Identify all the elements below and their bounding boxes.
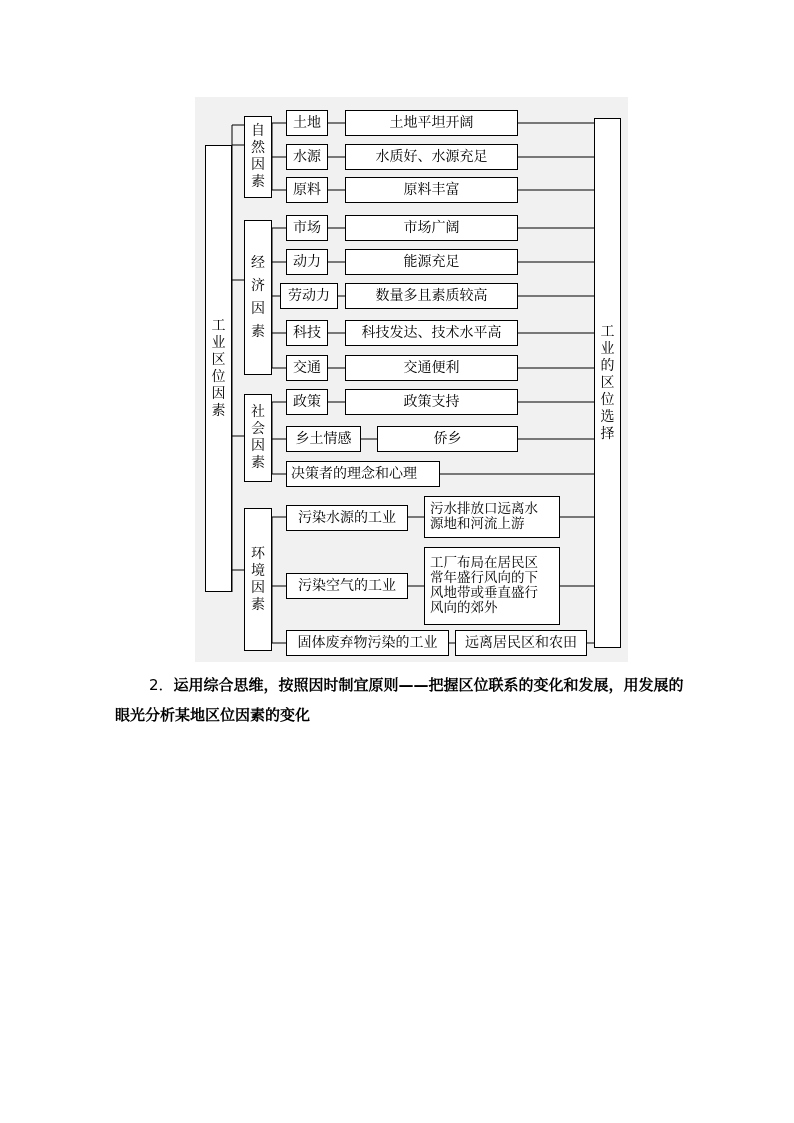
vertical-char: 择	[600, 425, 615, 442]
vertical-char: 位	[600, 391, 615, 408]
vertical-char: 素	[211, 402, 226, 419]
detail-box: 交通便利	[345, 355, 518, 381]
vertical-char: 素	[251, 323, 265, 340]
detail-box: 远离居民区和农田	[455, 630, 587, 656]
factor-box: 决策者的理念和心理	[286, 461, 440, 487]
vertical-char: 因	[211, 385, 226, 402]
factor-box: 动力	[286, 249, 328, 275]
factor-box: 政策	[286, 389, 328, 415]
vertical-char: 素	[251, 174, 265, 190]
detail-box: 政策支持	[345, 389, 518, 415]
detail-box: 数量多且素质较高	[345, 283, 518, 309]
vertical-char: 位	[211, 368, 226, 385]
group-natural	[244, 116, 272, 198]
vertical-char: 业	[600, 340, 615, 357]
note-paragraph	[115, 670, 695, 730]
detail-box: 水质好、水源充足	[345, 144, 518, 170]
vertical-char: 自	[251, 123, 265, 139]
factor-box: 土地	[286, 110, 328, 136]
note-number: 2．	[149, 676, 174, 694]
vertical-char: 素	[251, 596, 265, 613]
vertical-char: 会	[251, 421, 265, 437]
factor-box: 市场	[286, 215, 328, 241]
group-environmental	[244, 508, 272, 651]
vertical-char: 环	[251, 545, 265, 562]
vertical-char: 选	[600, 408, 615, 425]
vertical-char: 经	[251, 254, 265, 271]
factor-box: 乡土情感	[286, 426, 361, 452]
vertical-char: 社	[251, 404, 265, 420]
vertical-char: 因	[251, 579, 265, 596]
vertical-char: 因	[251, 438, 265, 454]
note-text: 运用综合思维，按照因时制宜原则——把握区位联系的变化和发展，用发展的眼光分析某地区位因素的变化	[115, 676, 684, 724]
detail-box: 污水排放口远离水 源地和河流上游	[424, 496, 560, 538]
vertical-char: 区	[600, 374, 615, 391]
factor-box: 固体废弃物污染的工业	[286, 630, 449, 656]
factor-box: 水源	[286, 144, 328, 170]
vertical-char: 工	[211, 317, 226, 334]
vertical-char: 济	[251, 277, 265, 294]
detail-box: 侨乡	[377, 426, 518, 452]
factor-box: 劳动力	[280, 283, 338, 309]
detail-box: 市场广阔	[345, 215, 518, 241]
factor-box: 交通	[286, 355, 328, 381]
vertical-char: 境	[251, 562, 265, 579]
factor-box: 科技	[286, 320, 328, 346]
vertical-char: 因	[251, 300, 265, 317]
factor-box: 污染水源的工业	[286, 505, 408, 531]
factor-box: 原料	[286, 177, 328, 203]
root-node	[205, 145, 232, 592]
vertical-char: 素	[251, 455, 265, 471]
vertical-char: 的	[600, 357, 615, 374]
detail-box: 工厂布局在居民区 常年盛行风向的下 风地带或垂直盛行 风向的郊外	[424, 547, 560, 625]
vertical-char: 区	[211, 351, 226, 368]
group-social	[244, 394, 272, 482]
detail-box: 土地平坦开阔	[345, 110, 518, 136]
group-economic	[244, 220, 272, 375]
detail-box: 科技发达、技术水平高	[345, 320, 518, 346]
vertical-char: 然	[251, 140, 265, 156]
factor-box: 污染空气的工业	[286, 573, 408, 599]
vertical-char: 业	[211, 334, 226, 351]
vertical-char: 因	[251, 157, 265, 173]
vertical-char: 工	[600, 323, 615, 340]
detail-box: 原料丰富	[345, 177, 518, 203]
target-node	[594, 118, 621, 648]
detail-box: 能源充足	[345, 249, 518, 275]
